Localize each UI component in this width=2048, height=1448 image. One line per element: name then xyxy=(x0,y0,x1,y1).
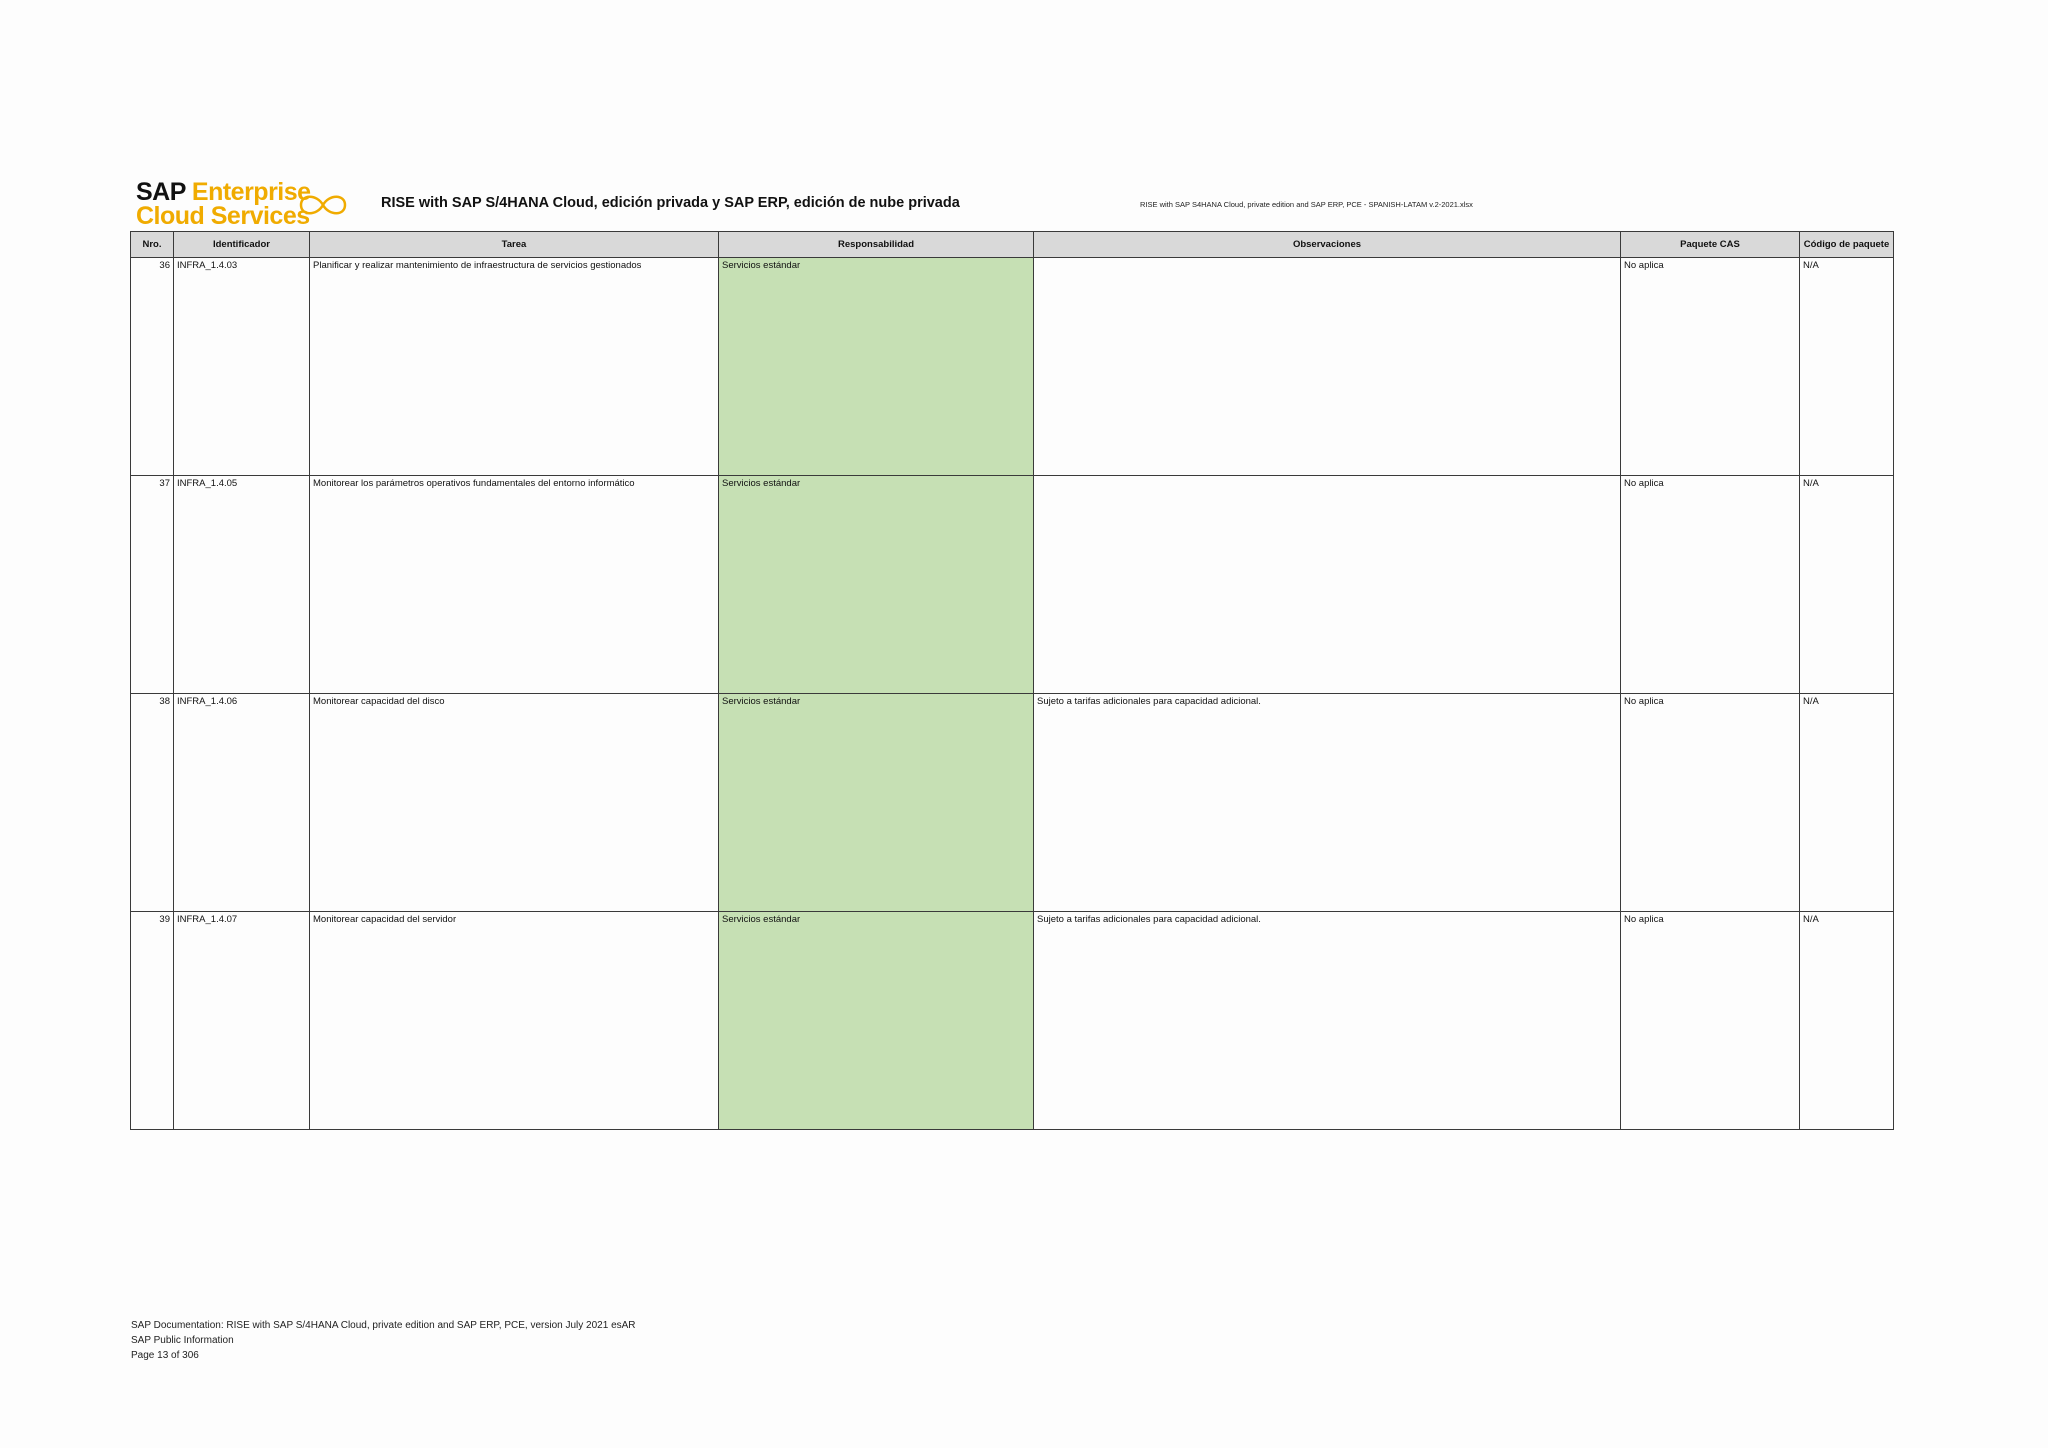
column-header-tarea: Tarea xyxy=(310,232,719,258)
logo-sap-text: SAP xyxy=(136,178,186,206)
sap-ecs-logo xyxy=(136,178,356,228)
logo-cloud-services-text: Cloud Services xyxy=(136,202,310,230)
responsibility-table xyxy=(130,231,1894,1130)
cell-responsabilidad: Servicios estándar xyxy=(719,912,1034,1130)
column-header-paquete-cas: Paquete CAS xyxy=(1621,232,1800,258)
cell-codigo-de-paquete: N/A xyxy=(1800,258,1894,476)
cell-paquete-cas: No aplica xyxy=(1621,694,1800,912)
cell-responsabilidad: Servicios estándar xyxy=(719,694,1034,912)
cell-nro: 36 xyxy=(131,258,174,476)
column-header-nro: Nro. xyxy=(131,232,174,258)
column-header-identificador: Identificador xyxy=(174,232,310,258)
cell-nro: 38 xyxy=(131,694,174,912)
cell-paquete-cas: No aplica xyxy=(1621,912,1800,1130)
table-row xyxy=(131,694,1894,912)
infinity-icon xyxy=(296,190,350,220)
cell-observaciones: Sujeto a tarifas adicionales para capacidad adicional. xyxy=(1034,694,1621,912)
cell-codigo-de-paquete: N/A xyxy=(1800,912,1894,1130)
cell-codigo-de-paquete: N/A xyxy=(1800,694,1894,912)
page-title: RISE with SAP S/4HANA Cloud, edición privada y SAP ERP, edición de nube privada xyxy=(381,195,960,211)
cell-responsabilidad: Servicios estándar xyxy=(719,476,1034,694)
cell-observaciones: Sujeto a tarifas adicionales para capacidad adicional. xyxy=(1034,912,1621,1130)
table-row xyxy=(131,258,1894,476)
cell-observaciones xyxy=(1034,476,1621,694)
cell-responsabilidad: Servicios estándar xyxy=(719,258,1034,476)
column-header-responsabilidad: Responsabilidad xyxy=(719,232,1034,258)
table-header-row xyxy=(131,232,1894,258)
cell-identificador: INFRA_1.4.03 xyxy=(174,258,310,476)
column-header-observaciones: Observaciones xyxy=(1034,232,1621,258)
cell-tarea: Monitorear los parámetros operativos fundamentales del entorno informático xyxy=(310,476,719,694)
cell-identificador: INFRA_1.4.05 xyxy=(174,476,310,694)
table-row xyxy=(131,476,1894,694)
page-footer xyxy=(131,1318,636,1363)
cell-nro: 39 xyxy=(131,912,174,1130)
cell-observaciones xyxy=(1034,258,1621,476)
table-row xyxy=(131,912,1894,1130)
footer-doc-line: SAP Documentation: RISE with SAP S/4HANA Cloud, private edition and SAP ERP, PCE, version July 2021 esAR xyxy=(131,1320,636,1331)
cell-identificador: INFRA_1.4.06 xyxy=(174,694,310,912)
footer-page-number: Page 13 of 306 xyxy=(131,1350,199,1361)
file-name-label: RISE with SAP S4HANA Cloud, private edition and SAP ERP, PCE - SPANISH-LATAM v.2-2021.xlsx xyxy=(1140,200,1473,209)
cell-tarea: Monitorear capacidad del disco xyxy=(310,694,719,912)
cell-paquete-cas: No aplica xyxy=(1621,476,1800,694)
cell-tarea: Monitorear capacidad del servidor xyxy=(310,912,719,1130)
footer-classification: SAP Public Information xyxy=(131,1335,234,1346)
logo-enterprise-text: Enterprise xyxy=(191,178,311,206)
cell-nro: 37 xyxy=(131,476,174,694)
cell-identificador: INFRA_1.4.07 xyxy=(174,912,310,1130)
cell-tarea: Planificar y realizar mantenimiento de infraestructura de servicios gestionados xyxy=(310,258,719,476)
cell-codigo-de-paquete: N/A xyxy=(1800,476,1894,694)
column-header-codigo-de-paquete: Código de paquete xyxy=(1800,232,1894,258)
cell-paquete-cas: No aplica xyxy=(1621,258,1800,476)
